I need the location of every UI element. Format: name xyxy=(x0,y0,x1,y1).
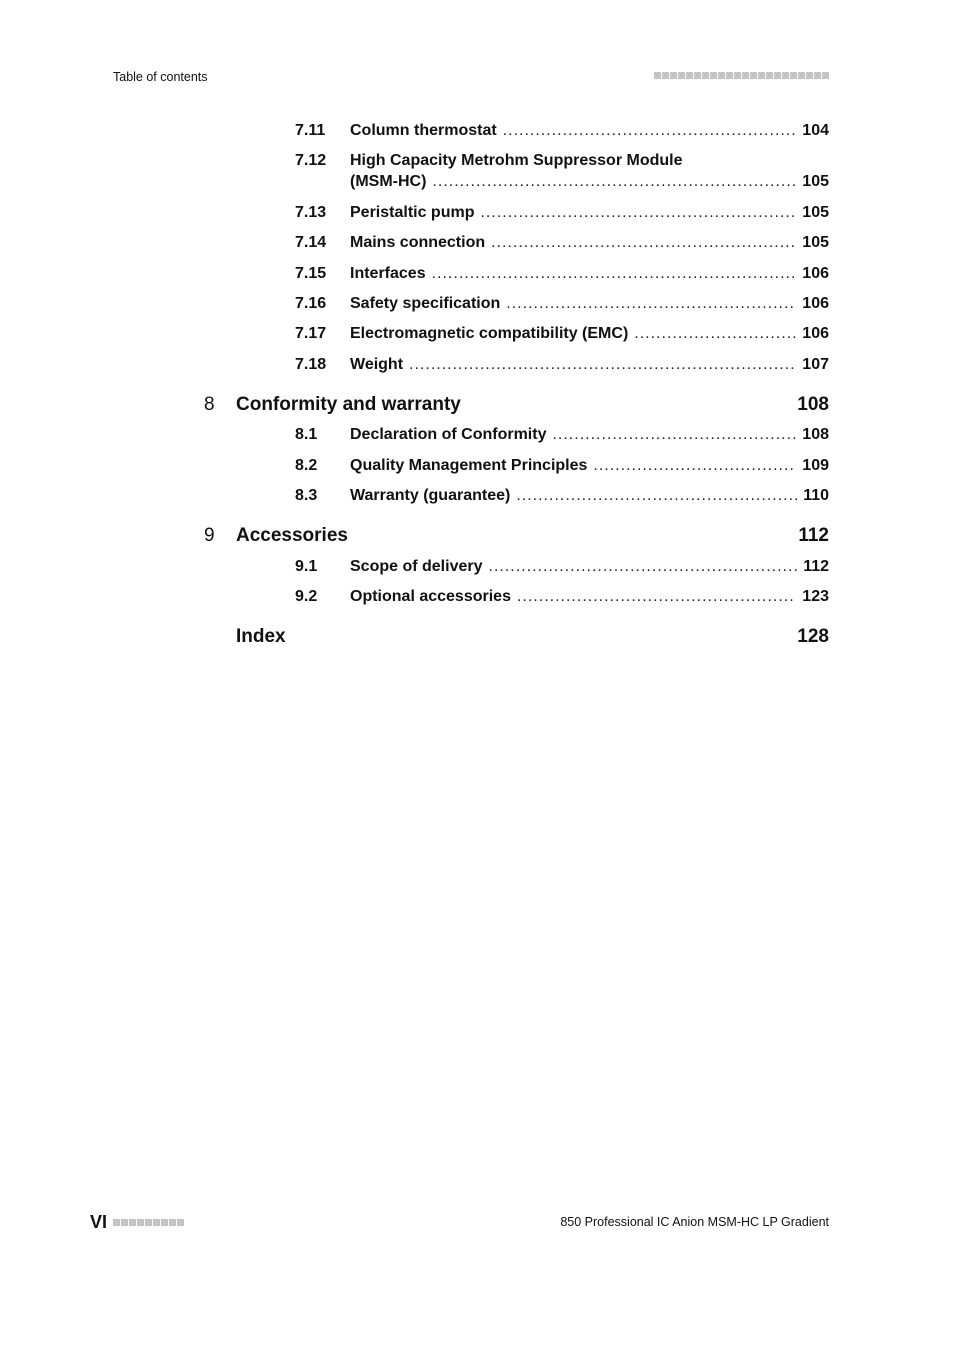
toc-entry-page: 105 xyxy=(802,173,829,190)
chapter-number: 8 xyxy=(204,394,215,415)
chapter-number: 9 xyxy=(204,525,215,546)
toc-entry-page: 106 xyxy=(802,325,829,342)
toc-entry-page: 106 xyxy=(802,295,829,312)
toc-entry-title: Mains connection xyxy=(350,234,486,251)
toc-entry-page: 110 xyxy=(803,487,829,504)
toc-entry-number: 7.18 xyxy=(295,356,327,373)
toc-entry-title: Safety specification xyxy=(350,295,501,312)
toc-entry-title: Optional accessories xyxy=(350,588,511,605)
toc-entry-number: 7.11 xyxy=(295,122,326,139)
toc-entry-page: 112 xyxy=(803,558,829,575)
running-header: Table of contents xyxy=(113,70,208,84)
chapter-page: 112 xyxy=(798,525,829,546)
toc-entry-title: Interfaces xyxy=(350,265,426,282)
toc-entry-number: 7.15 xyxy=(295,265,327,282)
toc-entry-number: 8.1 xyxy=(295,426,318,443)
toc-entry-title: Electromagnetic compatibility (EMC) xyxy=(350,325,629,342)
toc-entry-number: 7.13 xyxy=(295,204,327,221)
footer-decoration xyxy=(113,1219,184,1226)
toc-entry-number: 7.16 xyxy=(295,295,327,312)
toc-entry-number: 8.3 xyxy=(295,487,318,504)
toc-entry-page: 105 xyxy=(802,204,829,221)
toc-entry-number: 8.2 xyxy=(295,457,318,474)
footer-page-label xyxy=(90,1212,184,1233)
page-number: VI xyxy=(90,1212,108,1232)
chapter-title: Accessories xyxy=(236,525,348,546)
toc-entry-title: Column thermostat xyxy=(350,122,497,139)
toc-entry-title: Weight xyxy=(350,356,404,373)
toc-entry-page: 107 xyxy=(802,356,829,373)
header-decoration xyxy=(654,72,829,79)
chapter-page: 108 xyxy=(797,394,829,415)
toc-entry-page: 123 xyxy=(802,588,829,605)
chapter-title: Conformity and warranty xyxy=(236,394,461,415)
toc-entry-number: 7.12 xyxy=(295,152,327,169)
toc-entry-title-line1: High Capacity Metrohm Suppressor Module xyxy=(350,152,683,169)
toc-entry-title: Warranty (guarantee) xyxy=(350,487,511,504)
index-title: Index xyxy=(236,626,286,647)
toc-entry-page: 108 xyxy=(802,426,829,443)
toc-entry-title: Scope of delivery xyxy=(350,558,483,575)
toc-entry-title: (MSM-HC) xyxy=(350,173,427,190)
toc-entry-page: 109 xyxy=(802,457,829,474)
toc-entry-page: 104 xyxy=(802,122,829,139)
toc-entry-title: Declaration of Conformity xyxy=(350,426,547,443)
toc-entry-number: 7.14 xyxy=(295,234,327,251)
toc-entry-number: 7.17 xyxy=(295,325,327,342)
toc-entry-number: 9.1 xyxy=(295,558,318,575)
toc-entry-page: 105 xyxy=(802,234,829,251)
toc-entry-title: Peristaltic pump xyxy=(350,204,475,221)
footer-product-name: 850 Professional IC Anion MSM-HC LP Gradient xyxy=(560,1215,829,1229)
toc-entry-number: 9.2 xyxy=(295,588,318,605)
toc-entry-page: 106 xyxy=(802,265,829,282)
index-page: 128 xyxy=(797,626,829,647)
toc-entry-title: Quality Management Principles xyxy=(350,457,588,474)
